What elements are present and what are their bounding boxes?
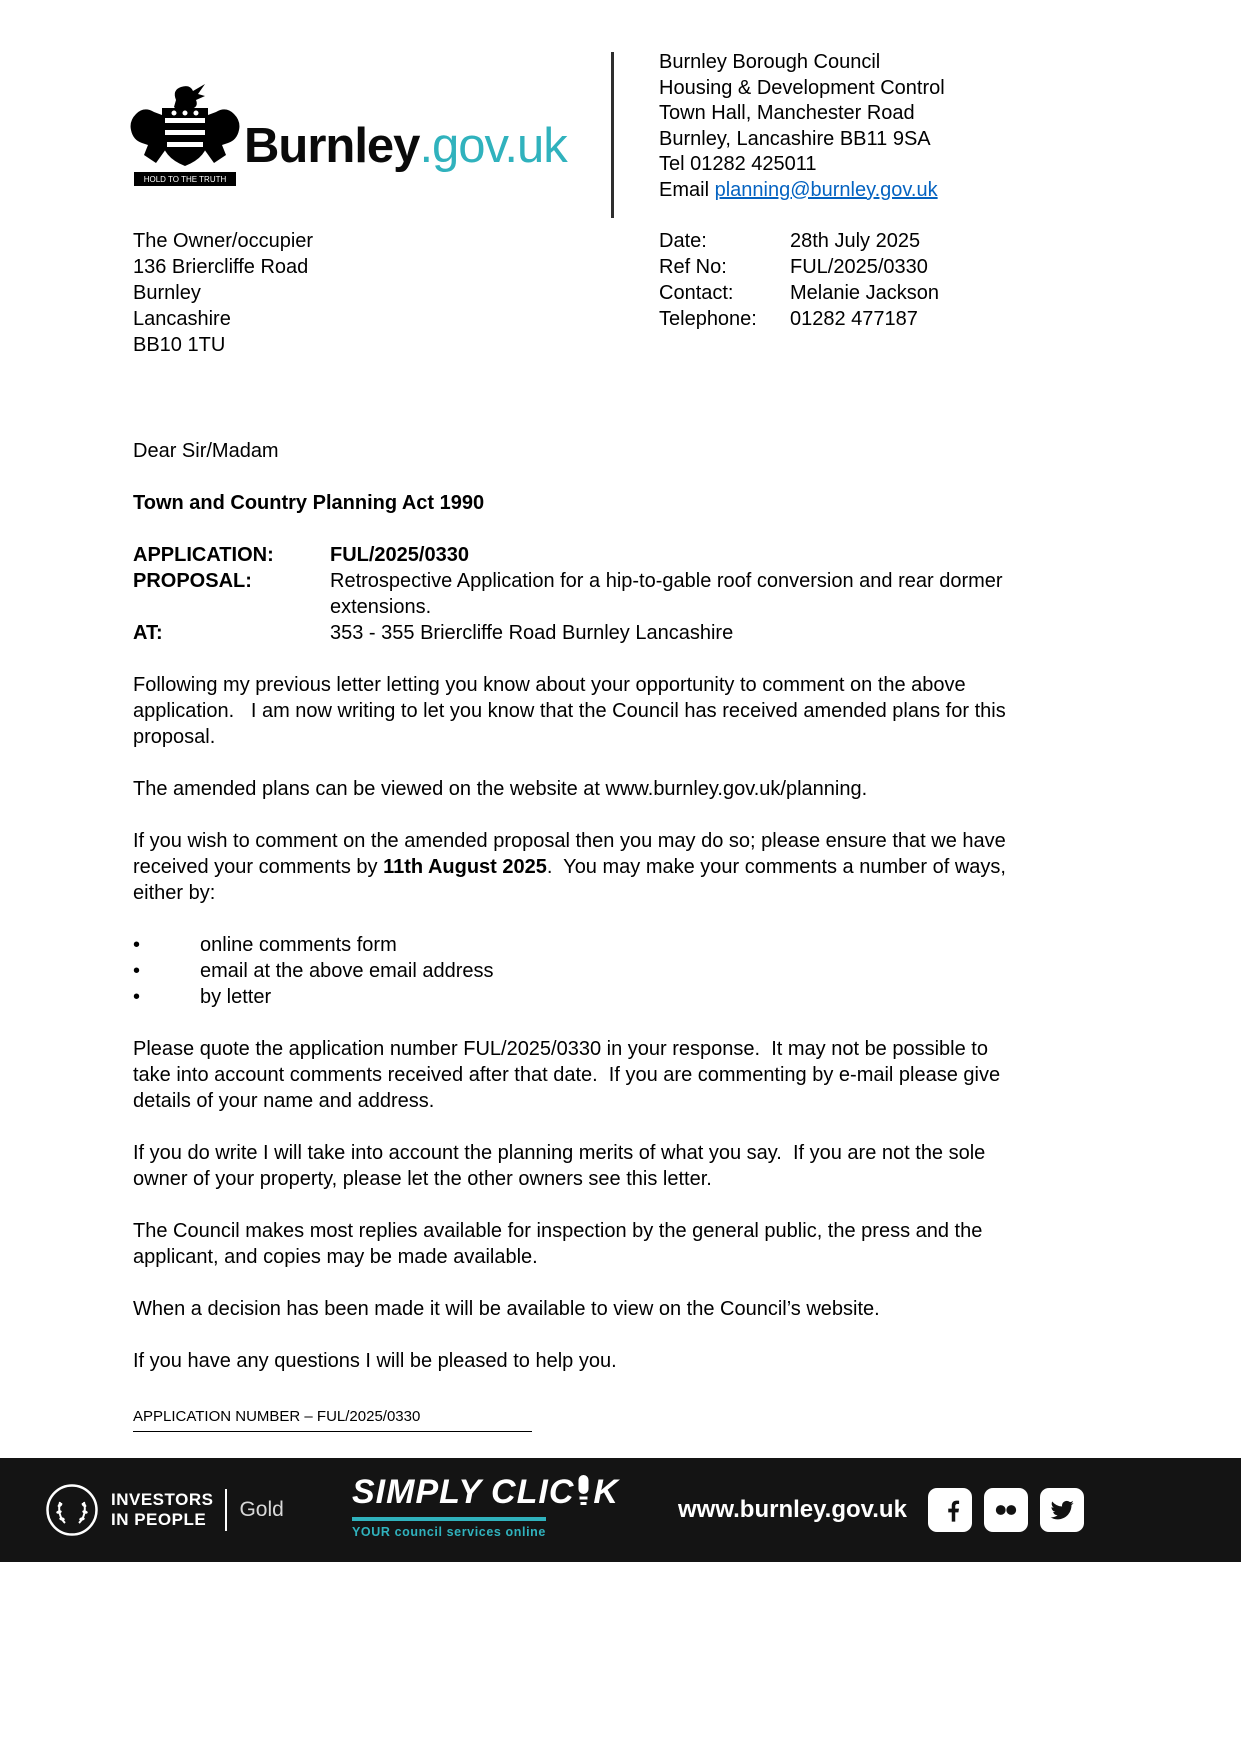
date-label: Date: (659, 230, 707, 252)
council-address-block (659, 50, 945, 203)
date-value: 28th July 2025 (790, 230, 921, 252)
laurel-wreath-icon (45, 1483, 99, 1537)
click-text-right: K (593, 1473, 619, 1511)
brand-name: Burnley (244, 119, 420, 173)
application-value: FUL/2025/0330 (330, 544, 469, 566)
council-address-line: Housing & Development Control (659, 76, 945, 99)
bullet-marker: • (133, 986, 141, 1008)
council-address-line: Burnley, Lancashire BB11 9SA (659, 127, 931, 150)
paragraph-website: The amended plans can be viewed on the website at www.burnley.gov.uk/planning. (133, 778, 868, 800)
twitter-icon (1040, 1488, 1084, 1532)
application-number-footnote: APPLICATION NUMBER – FUL/2025/0330 (133, 1408, 532, 1432)
phone-value: 01282 477187 (790, 308, 918, 330)
council-email-line (659, 178, 945, 204)
recipient-line: 136 Briercliffe Road (133, 256, 309, 278)
footer-website-url: www.burnley.gov.uk (678, 1496, 907, 1523)
paragraph-decision: When a decision has been made it will be available to view on the Council’s website. (133, 1298, 880, 1320)
simply-click-logo (352, 1471, 619, 1539)
recipient-line: Lancashire (133, 308, 231, 330)
simply-click-wordmark (352, 1471, 619, 1512)
crest-motto: HOLD TO THE TRUTH (143, 175, 227, 184)
at-value: 353 - 355 Briercliffe Road Burnley Lancashire (330, 622, 734, 644)
council-address-line: Tel 01282 425011 (659, 153, 817, 175)
burnley-coat-of-arms (126, 84, 244, 199)
list-item (133, 958, 1011, 984)
comment-deadline-date: 11th August 2025 (383, 856, 547, 878)
email-link[interactable]: planning@burnley.gov.uk (714, 178, 938, 201)
bullet-marker: • (133, 960, 141, 982)
simply-click-tagline: YOUR council services online (352, 1517, 546, 1539)
letter-body (133, 438, 1011, 1374)
recipient-line: The Owner/occupier (133, 230, 314, 252)
act-heading: Town and Country Planning Act 1990 (133, 492, 485, 514)
council-address-line: Burnley Borough Council (659, 51, 881, 73)
iip-divider (225, 1489, 227, 1531)
at-label: AT: (133, 622, 163, 644)
ref-value: FUL/2025/0330 (790, 256, 928, 278)
coat-of-arms-icon (126, 84, 244, 194)
contact-label: Contact: (659, 282, 734, 304)
comment-methods-list (133, 932, 1011, 1010)
bullet-text: email at the above email address (200, 960, 494, 982)
recipient-line: BB10 1TU (133, 334, 226, 356)
council-address-line: Town Hall, Manchester Road (659, 102, 915, 124)
application-details-block (133, 542, 1011, 646)
email-label: Email (659, 178, 715, 201)
paragraph-comment-deadline (133, 828, 1011, 906)
iip-line1: INVESTORS (111, 1490, 214, 1509)
bullet-text: by letter (200, 986, 272, 1008)
application-label: APPLICATION: (133, 544, 274, 566)
contact-value: Melanie Jackson (790, 282, 939, 304)
proposal-value: Retrospective Application for a hip-to-gable roof conversion and rear dormer extensions. (330, 570, 1009, 618)
iip-wordmark (111, 1490, 213, 1530)
comment-text-after: . You may make your comments a number of ways, either by: (133, 856, 1012, 904)
salutation: Dear Sir/Madam (133, 440, 279, 462)
iip-award-level: Gold (239, 1498, 284, 1521)
investors-in-people-logo (45, 1458, 284, 1562)
lightbulb-icon (576, 1475, 591, 1516)
click-text-left: CLIC (491, 1473, 575, 1511)
recipient-address-block (133, 228, 313, 358)
social-icons (928, 1488, 1084, 1532)
list-item (133, 984, 1011, 1010)
bullet-text: online comments form (200, 934, 397, 956)
burnley-gov-uk-logo (244, 118, 567, 174)
footer-bar (0, 1458, 1241, 1562)
flickr-icon (984, 1488, 1028, 1532)
ref-label: Ref No: (659, 256, 727, 278)
bullet-marker: • (133, 934, 141, 956)
paragraph-questions: If you have any questions I will be pleased to help you. (133, 1350, 617, 1372)
paragraph-quote-number: Please quote the application number FUL/2025/0330 in your response. It may not be possible to take into account comments received after that date. If you are commenting by e-mail please give details of your name and address. (133, 1038, 1006, 1112)
header-divider (611, 52, 614, 218)
paragraph-replies-available: The Council makes most replies available for inspection by the general public, the press and the applicant, and copies may be made available. (133, 1220, 988, 1268)
recipient-line: Burnley (133, 282, 201, 304)
proposal-label: PROPOSAL: (133, 570, 252, 592)
facebook-icon (928, 1488, 972, 1532)
comment-text-before: If you wish to comment on the amended proposal then you may do so; please ensure that we have received your comments by (133, 830, 1012, 878)
iip-line2: IN PEOPLE (111, 1510, 207, 1529)
phone-label: Telephone: (659, 308, 757, 330)
brand-domain: .gov.uk (419, 119, 567, 173)
list-item (133, 932, 1011, 958)
paragraph-planning-merits: If you do write I will take into account the planning merits of what you say. If you are not the sole owner of your property, please let the other owners see this letter. (133, 1142, 991, 1190)
letter-meta-block (659, 228, 939, 332)
simply-text: SIMPLY (352, 1473, 483, 1511)
paragraph-intro: Following my previous letter letting you know about your opportunity to comment on the above application. I am now writing to let you know that the Council has received amended plans for this proposal. (133, 674, 1012, 748)
